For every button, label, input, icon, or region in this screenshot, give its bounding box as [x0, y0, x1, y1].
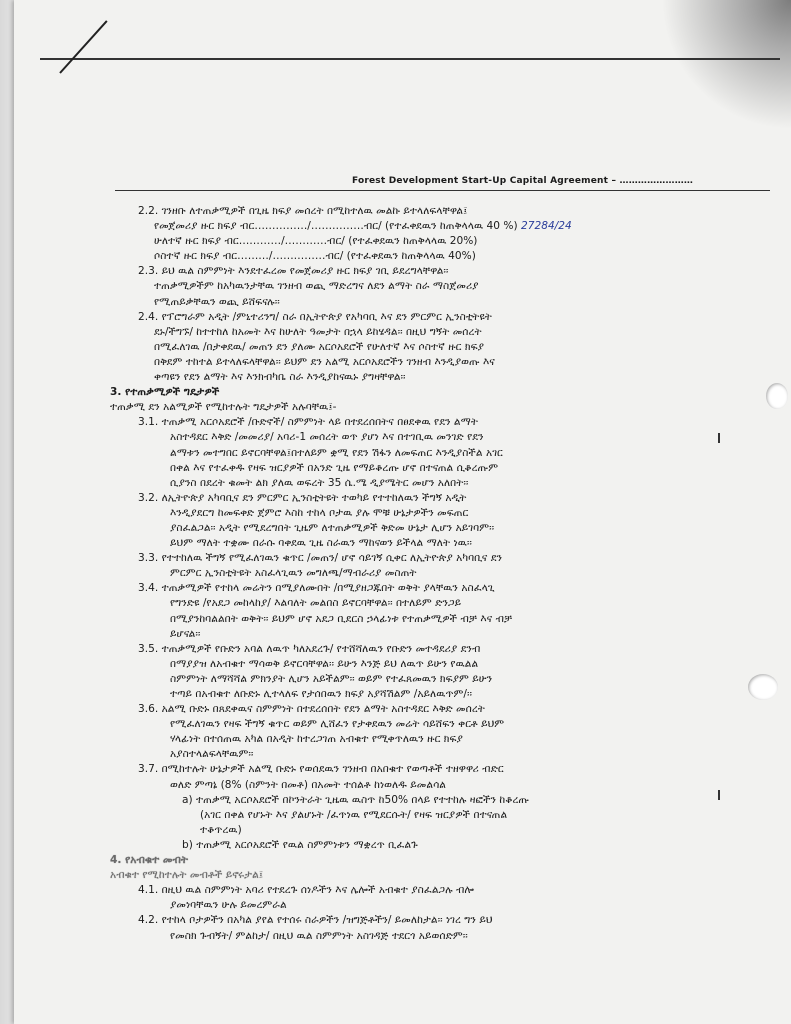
clause-text: በሚያንከባልልበት ወቅት፡፡ ይህም ሆኖ አደጋ ቢደርስ ኃላፊነቱ የተጠቃሚዎች ብቻ እና ብቻ — [170, 612, 513, 625]
clause-text: (አገር በቀል የሆኑት እና ያልሆኑት /ፈጥነዉ የሚደርሱት/ የዛፍ ዝርያዎች በተናጠል — [200, 808, 508, 821]
clause-3-3: 3.3. የተተከለዉ ችግኝ የሚፈለገዉን ቁጥር /መጠን/ ሆኖ ሳይገኝ ሲቀር ለኢትዮጵያ አካባቢና ደን — [138, 552, 503, 565]
clause-2-3: 2.3. ይህ ዉል ስምምነት እንደተፈረመ የመጀመሪያ ዙር ክፍያ ገቢ ይደረግላቸዋል፡፡ — [138, 265, 449, 278]
top-edge-line — [40, 58, 780, 60]
clause-3-4: 3.4. ተጠቃሚዎች የተከላ መሬትን በሚያለሙበት /በሚያዘጋጁበት ወቅት ያላቸዉን አስፈላጊ — [138, 582, 495, 595]
clause-text: ይህም ማለት ተቋሙ በራሱ ባቀደዉ ጊዜ ስራዉን ማከናወን ይችላል ማለት ነዉ፡፡ — [170, 537, 472, 550]
clause-text: ተቆጥረዉ) — [200, 823, 242, 836]
clause-text: ልማቱን መተግበር ይኖርባቸዋል፤በተለይም ቋሚ የደን ሽፋን ለመፍጠር እንዲያስችል አገር — [170, 446, 503, 459]
clause-text: በሚፈለገዉ /በታቀደዉ/ መጠን ደን ያለሙ አርሶአደሮች የሁለተኛ እና ሶስተኛ ዙር ክፍያ — [154, 340, 485, 353]
margin-mark — [718, 433, 720, 443]
margin-mark — [718, 790, 720, 800]
clause-text: ስምምነት ለማሻሻል ምክንያት ሊሆን አይችልም፡፡ ወይም የተፈጸመዉን ክፍያም ይሁን — [170, 672, 493, 685]
clause-text: የግንድዩ /የአደጋ መከላከያ/ እልባለት መልበስ ይኖርባቸዋል፡፡ በተለይም ድንጋይ — [170, 597, 462, 610]
section-3-heading: 3. የተጠቃሚዎች ግዴታዎች — [110, 386, 220, 399]
clause-2-4: 2.4. የፕሮግራም አዲት /ምኒተሪንግ/ ስራ በኢትዮጵያ የአካባቢ እና ደን ምርምር ኢንስቲትዩት — [138, 310, 492, 323]
clause-text: ሶስተኛ ዙር ክፍያ ብር………/……………ብር/ (የተፈቀደዉን ከጠቅላላዉ 40%) — [154, 250, 476, 263]
clause-text: ተጠቃሚዎችም ከአካዉንታቸዉ ገንዘብ ወጪ ማድረግና ለደን ልማት ስራ ማስጀመሪያ — [154, 280, 479, 293]
clause-text: ቀጣዩን የደን ልማት እና እንክብካቤ ስራ እንዲያከናዉኑ ያግዛቸዋል፡፡ — [154, 371, 406, 384]
sub-item-b: b) ተጠቃሚ አርሶአደሮች የዉል ስምምነቱን ማቋረጥ ቢፈልጉ — [182, 838, 418, 851]
clause-text: ደኑ/ችግኙ/ ከተተከለ ከአመት እና ከሁለት ዓመታት በኋላ ይከሄዳል፡፡ በዚህ ግኝት መሰረት — [154, 325, 482, 338]
section-3-intro: ተጠቃሚ ደን አልሚዎች የሚከተሉት ግዴታዎች አሉባቸዉ፤- — [110, 401, 337, 414]
punch-hole-bottom — [748, 674, 778, 700]
clause-text: በማያያዝ ለአብቁተ ማሳወቅ ይኖርባቸዋል፡፡ ይሁን እንጅ ይህ ለዉጥ ይሁን የዉልል — [170, 657, 479, 670]
clause-text: ያስፈልጋል፡፡ አዲት የሚደረግበት ጊዜም ለተጠቃሚዎች ቅድመ ሁኔታ ሊሆን አይገባም፡፡ — [170, 521, 495, 534]
clause-text: ምርምር ኢንስቲትዩት አስፈላጊዉን መግለጫ/ማብራሪያ መስጠት — [170, 567, 417, 580]
clause-4-1: 4.1. በዚህ ዉል ስምምነት አባሪ የተደረጉ ሰነዶችን እና ሌሎች አብቁተ ያስፈልጋሉ ብሎ — [138, 884, 475, 897]
agreement-body — [110, 204, 670, 944]
clause-text: በቅደም ተከተል ይተላለፍላቸዋል፡፡ ይህም ደን አልሚ አርሶአደሮችን ገንዘብ እንዲያወጡ እና — [154, 355, 495, 368]
clause-text: ይሆናል፡፡ — [170, 627, 201, 640]
punch-hole-top — [766, 383, 788, 409]
sub-item-a: a) ተጠቃሚ አርሶአደሮች በኮንትራት ጊዜዉ ዉስጥ ከ50% በላይ የተተከሉ ዛፎችን ከቆረጡ — [182, 793, 530, 806]
clause-3-6: 3.6. አልሚ ቡድኑ በጸደቀዉና ስምምነት በተደረሰበት የደን ልማት አስተዳደር እቅድ መሰረት — [138, 703, 485, 716]
clause-3-1: 3.1. ተጠቃሚ አርሶአደሮች /ቡድኖች/ ስምምነት ላይ በተደረሰበትና በፀደቀዉ የደን ልማት — [138, 416, 478, 429]
clause-3-2: 3.2. ለኢትዮጵያ አካባቢና ደን ምርምር ኢንስቲትዩት ተወካይ የተተከለዉን ችግኝ አዲት — [138, 491, 467, 504]
clause-4-2: 4.2. የተከላ ቦታዎችን በአካል ያየል የተሰሩ ስራዎችን /ዝግጅቶችን/ ይመለከታል፡፡ ነገረ ግን ይህ — [138, 914, 493, 927]
section-4-intro: አብቁተ የሚከተሉት መብቶች ይኖሩታል፤ — [110, 869, 264, 882]
clause-text: አያስተላልፍላቸዉም፡፡ — [170, 748, 254, 761]
header-rule — [115, 190, 770, 191]
clause-2-2: 2.2. ገንዘቡ ለተጠቃሚዎች በጊዜ ክፍያ መሰረት በሚከተለዉ መልኩ ይተላለፍላቸዋል፤ — [138, 205, 468, 217]
clause-text: ሁለተኛ ዙር ክፍያ ብር…………/…………ብር/ (የተፈቀደዉን ከጠቅላላዉ 20%) — [154, 235, 478, 248]
page-corner-shadow — [661, 0, 791, 130]
clause-text: የሚፈለገዉን የዛፍ ችግኝ ቁጥር ወይም ሊሸፈን የታቀደዉን መሬት ሳይሸፍን ቀርቶ ይህም — [170, 718, 505, 731]
clause-text: ሃላፊነት በተሰጠዉ አካል በአዲት ከተረጋገጠ አብቁተ የሚቀጥለዉን ዙር ክፍያ — [170, 733, 463, 746]
section-4-heading: 4. የአብቁተ መብት — [110, 854, 189, 867]
clause-text: ተጣይ በአብቁተ ለቡድኑ ሊተላለፍ የታሰበዉን ክፍያ አያሻሽልም /አይለዉጥም/፡፡ — [170, 688, 472, 700]
clause-3-7: 3.7. በሚከተሉት ሁኔታዎች አልሚ ቡድኑ የወሰደዉን ገንዘብ በአበቁተ የወጣቶች ተዘዋዋሪ ብድር — [138, 763, 504, 776]
clause-text: አስተዳደር እቅድ /መመሪያ/ አባሪ-1 መሰረት ወጥ ያሆነ እና በተገቢዉ መንገድ የደን — [170, 431, 484, 444]
clause-text: በቀል እና የተፈቀዱ የዛፍ ዝርያዎች በአንድ ጊዜ የማይቆረጡ ሆኖ በተናጠል ሲቆረጡም — [170, 461, 499, 474]
clause-text: የመጀመሪያ ዙር ክፍያ ብር……………/……………ብር/ (የተፈቀደዉን ከጠቅላላዉ 40 %) 27284/24 — [154, 220, 572, 233]
running-header: Forest Development Start-Up Capital Agreement – …………………… — [352, 176, 694, 186]
handwritten-annotation: 27284/24 — [520, 220, 572, 233]
clause-text: ሲያንስ በደረት ቁመት ልክ ያለዉ ወፍረት 35 ሴ.ሜ ዲያሜትር መሆን አለበት፡፡ — [170, 476, 469, 489]
clause-text: የሚጠይቃቸዉን ወጪ ይሸፍናሉ፡፡ — [154, 295, 280, 308]
clause-text: የመስክ ጉብኝት/ ምልከታ/ በዚህ ዉል ስምምነት አስገዳጅ ተደርጎ አይወሰድም፡፡ — [170, 929, 468, 942]
clause-3-5: 3.5. ተጠቃሚዎች የቡድን አባል ለዉጥ ካለአደረጉ/ የተሸሻለዉን የቡድን መተዳደሪያ ደንብ — [138, 642, 481, 655]
clause-text: እንዲያደርግ ከመፍቀድ ጀምሮ እስከ ተከላ ቦታዉ ያሉ ሞቹ ሁኔታዎችን መፍጠር — [170, 506, 469, 519]
clause-text: ወለድ ምጣኔ (8% (ስምንት በመቶ) በአመት ተሰልቶ ከነወለዱ ይመልሳል — [170, 778, 447, 791]
clause-text: ያመነባቸዉን ሁሉ ይመረምራል — [170, 899, 287, 912]
